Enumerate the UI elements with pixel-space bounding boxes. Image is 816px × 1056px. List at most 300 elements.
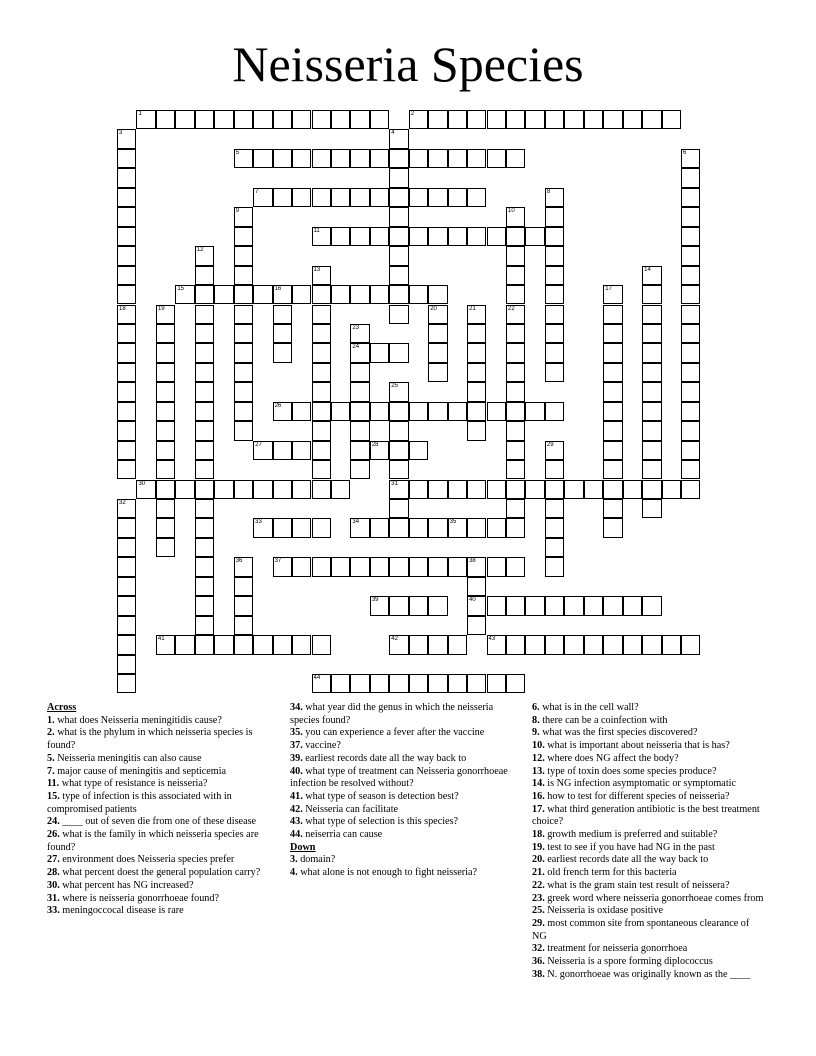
grid-cell[interactable]	[603, 635, 622, 654]
grid-cell[interactable]	[681, 305, 700, 324]
grid-cell[interactable]	[467, 363, 486, 382]
grid-cell[interactable]	[370, 402, 389, 421]
grid-cell[interactable]	[117, 538, 136, 557]
grid-cell[interactable]	[117, 402, 136, 421]
grid-cell[interactable]	[525, 480, 544, 499]
grid-cell[interactable]	[312, 382, 331, 401]
grid-cell[interactable]	[195, 402, 214, 421]
grid-cell[interactable]	[214, 480, 233, 499]
grid-cell[interactable]	[681, 382, 700, 401]
grid-cell[interactable]	[195, 441, 214, 460]
grid-cell[interactable]	[117, 616, 136, 635]
grid-cell[interactable]	[175, 480, 194, 499]
grid-cell[interactable]	[292, 149, 311, 168]
grid-cell[interactable]	[623, 480, 642, 499]
grid-cell[interactable]	[312, 674, 331, 693]
grid-cell[interactable]	[117, 207, 136, 226]
grid-cell[interactable]	[156, 363, 175, 382]
grid-cell[interactable]	[312, 518, 331, 537]
grid-cell[interactable]	[603, 460, 622, 479]
grid-cell[interactable]	[350, 188, 369, 207]
grid-cell[interactable]	[253, 285, 272, 304]
grid-cell[interactable]	[117, 577, 136, 596]
grid-cell[interactable]	[312, 363, 331, 382]
grid-cell[interactable]	[389, 129, 408, 148]
grid-cell[interactable]	[350, 382, 369, 401]
grid-cell[interactable]	[117, 655, 136, 674]
grid-cell[interactable]	[389, 266, 408, 285]
grid-cell[interactable]	[117, 441, 136, 460]
grid-cell[interactable]	[389, 480, 408, 499]
grid-cell[interactable]	[409, 596, 428, 615]
grid-cell[interactable]	[273, 557, 292, 576]
grid-cell[interactable]	[603, 305, 622, 324]
grid-cell[interactable]	[681, 324, 700, 343]
grid-cell[interactable]	[467, 382, 486, 401]
grid-cell[interactable]	[117, 305, 136, 324]
grid-cell[interactable]	[312, 343, 331, 362]
grid-cell[interactable]	[253, 635, 272, 654]
grid-cell[interactable]	[506, 227, 525, 246]
grid-cell[interactable]	[506, 246, 525, 265]
grid-cell[interactable]	[234, 577, 253, 596]
grid-cell[interactable]	[409, 110, 428, 129]
grid-cell[interactable]	[156, 402, 175, 421]
grid-cell[interactable]	[545, 635, 564, 654]
grid-cell[interactable]	[273, 324, 292, 343]
grid-cell[interactable]	[389, 557, 408, 576]
grid-cell[interactable]	[545, 402, 564, 421]
grid-cell[interactable]	[564, 635, 583, 654]
grid-cell[interactable]	[428, 596, 447, 615]
grid-cell[interactable]	[584, 480, 603, 499]
grid-cell[interactable]	[428, 635, 447, 654]
grid-cell[interactable]	[642, 110, 661, 129]
grid-cell[interactable]	[156, 305, 175, 324]
grid-cell[interactable]	[389, 149, 408, 168]
grid-cell[interactable]	[681, 285, 700, 304]
grid-cell[interactable]	[156, 441, 175, 460]
grid-cell[interactable]	[642, 421, 661, 440]
grid-cell[interactable]	[117, 635, 136, 654]
grid-cell[interactable]	[370, 149, 389, 168]
grid-cell[interactable]	[681, 343, 700, 362]
grid-cell[interactable]	[487, 557, 506, 576]
grid-cell[interactable]	[350, 363, 369, 382]
grid-cell[interactable]	[448, 674, 467, 693]
grid-cell[interactable]	[506, 557, 525, 576]
grid-cell[interactable]	[234, 110, 253, 129]
grid-cell[interactable]	[331, 557, 350, 576]
grid-cell[interactable]	[389, 168, 408, 187]
grid-cell[interactable]	[195, 577, 214, 596]
grid-cell[interactable]	[370, 557, 389, 576]
grid-cell[interactable]	[175, 110, 194, 129]
grid-cell[interactable]	[273, 343, 292, 362]
grid-cell[interactable]	[156, 421, 175, 440]
grid-cell[interactable]	[389, 402, 408, 421]
grid-cell[interactable]	[389, 305, 408, 324]
grid-cell[interactable]	[117, 499, 136, 518]
grid-cell[interactable]	[312, 402, 331, 421]
grid-cell[interactable]	[234, 616, 253, 635]
grid-cell[interactable]	[312, 305, 331, 324]
grid-cell[interactable]	[681, 266, 700, 285]
grid-cell[interactable]	[545, 324, 564, 343]
grid-cell[interactable]	[389, 441, 408, 460]
grid-cell[interactable]	[370, 110, 389, 129]
grid-cell[interactable]	[467, 518, 486, 537]
grid-cell[interactable]	[545, 460, 564, 479]
grid-cell[interactable]	[409, 188, 428, 207]
grid-cell[interactable]	[603, 518, 622, 537]
grid-cell[interactable]	[350, 149, 369, 168]
grid-cell[interactable]	[642, 480, 661, 499]
grid-cell[interactable]	[642, 382, 661, 401]
grid-cell[interactable]	[428, 324, 447, 343]
grid-cell[interactable]	[214, 285, 233, 304]
grid-cell[interactable]	[389, 674, 408, 693]
grid-cell[interactable]	[545, 266, 564, 285]
grid-cell[interactable]	[331, 110, 350, 129]
grid-cell[interactable]	[467, 110, 486, 129]
grid-cell[interactable]	[117, 188, 136, 207]
grid-cell[interactable]	[642, 499, 661, 518]
grid-cell[interactable]	[681, 441, 700, 460]
grid-cell[interactable]	[642, 324, 661, 343]
grid-cell[interactable]	[389, 343, 408, 362]
grid-cell[interactable]	[467, 557, 486, 576]
grid-cell[interactable]	[292, 441, 311, 460]
grid-cell[interactable]	[681, 635, 700, 654]
grid-cell[interactable]	[253, 518, 272, 537]
grid-cell[interactable]	[234, 227, 253, 246]
grid-cell[interactable]	[545, 363, 564, 382]
grid-cell[interactable]	[409, 674, 428, 693]
grid-cell[interactable]	[545, 538, 564, 557]
grid-cell[interactable]	[545, 305, 564, 324]
grid-cell[interactable]	[642, 305, 661, 324]
grid-cell[interactable]	[312, 188, 331, 207]
grid-cell[interactable]	[428, 188, 447, 207]
grid-cell[interactable]	[642, 266, 661, 285]
grid-cell[interactable]	[389, 207, 408, 226]
grid-cell[interactable]	[350, 460, 369, 479]
grid-cell[interactable]	[642, 460, 661, 479]
grid-cell[interactable]	[195, 499, 214, 518]
grid-cell[interactable]	[642, 402, 661, 421]
grid-cell[interactable]	[448, 518, 467, 537]
grid-cell[interactable]	[195, 266, 214, 285]
grid-cell[interactable]	[506, 460, 525, 479]
grid-cell[interactable]	[545, 246, 564, 265]
grid-cell[interactable]	[487, 518, 506, 537]
grid-cell[interactable]	[234, 557, 253, 576]
grid-cell[interactable]	[428, 557, 447, 576]
grid-cell[interactable]	[603, 441, 622, 460]
grid-cell[interactable]	[428, 149, 447, 168]
grid-cell[interactable]	[681, 227, 700, 246]
grid-cell[interactable]	[409, 227, 428, 246]
grid-cell[interactable]	[428, 343, 447, 362]
grid-cell[interactable]	[428, 110, 447, 129]
grid-cell[interactable]	[409, 480, 428, 499]
grid-cell[interactable]	[506, 343, 525, 362]
grid-cell[interactable]	[506, 596, 525, 615]
grid-cell[interactable]	[448, 188, 467, 207]
grid-cell[interactable]	[350, 285, 369, 304]
grid-cell[interactable]	[467, 227, 486, 246]
grid-cell[interactable]	[681, 149, 700, 168]
grid-cell[interactable]	[292, 188, 311, 207]
grid-cell[interactable]	[214, 635, 233, 654]
grid-cell[interactable]	[117, 557, 136, 576]
grid-cell[interactable]	[312, 635, 331, 654]
grid-cell[interactable]	[195, 460, 214, 479]
grid-cell[interactable]	[506, 441, 525, 460]
grid-cell[interactable]	[623, 635, 642, 654]
grid-cell[interactable]	[156, 110, 175, 129]
grid-cell[interactable]	[681, 363, 700, 382]
grid-cell[interactable]	[195, 246, 214, 265]
grid-cell[interactable]	[234, 343, 253, 362]
grid-cell[interactable]	[467, 402, 486, 421]
grid-cell[interactable]	[370, 227, 389, 246]
grid-cell[interactable]	[428, 480, 447, 499]
grid-cell[interactable]	[331, 188, 350, 207]
grid-cell[interactable]	[331, 285, 350, 304]
grid-cell[interactable]	[195, 305, 214, 324]
grid-cell[interactable]	[175, 285, 194, 304]
grid-cell[interactable]	[292, 110, 311, 129]
grid-cell[interactable]	[506, 285, 525, 304]
grid-cell[interactable]	[195, 635, 214, 654]
grid-cell[interactable]	[156, 635, 175, 654]
grid-cell[interactable]	[253, 480, 272, 499]
grid-cell[interactable]	[506, 635, 525, 654]
grid-cell[interactable]	[389, 285, 408, 304]
grid-cell[interactable]	[350, 227, 369, 246]
grid-cell[interactable]	[350, 343, 369, 362]
grid-cell[interactable]	[681, 246, 700, 265]
grid-cell[interactable]	[564, 596, 583, 615]
grid-cell[interactable]	[273, 402, 292, 421]
grid-cell[interactable]	[564, 480, 583, 499]
grid-cell[interactable]	[195, 557, 214, 576]
grid-cell[interactable]	[389, 635, 408, 654]
grid-cell[interactable]	[156, 538, 175, 557]
grid-cell[interactable]	[234, 246, 253, 265]
grid-cell[interactable]	[136, 110, 155, 129]
grid-cell[interactable]	[681, 188, 700, 207]
grid-cell[interactable]	[331, 674, 350, 693]
grid-cell[interactable]	[603, 363, 622, 382]
grid-cell[interactable]	[662, 110, 681, 129]
grid-cell[interactable]	[117, 246, 136, 265]
grid-cell[interactable]	[253, 110, 272, 129]
grid-cell[interactable]	[545, 227, 564, 246]
grid-cell[interactable]	[642, 635, 661, 654]
grid-cell[interactable]	[195, 421, 214, 440]
grid-cell[interactable]	[156, 343, 175, 362]
grid-cell[interactable]	[117, 168, 136, 187]
grid-cell[interactable]	[117, 149, 136, 168]
grid-cell[interactable]	[389, 382, 408, 401]
grid-cell[interactable]	[448, 149, 467, 168]
grid-cell[interactable]	[603, 324, 622, 343]
grid-cell[interactable]	[662, 480, 681, 499]
grid-cell[interactable]	[506, 674, 525, 693]
grid-cell[interactable]	[234, 324, 253, 343]
grid-cell[interactable]	[389, 596, 408, 615]
grid-cell[interactable]	[389, 421, 408, 440]
grid-cell[interactable]	[545, 188, 564, 207]
grid-cell[interactable]	[642, 596, 661, 615]
grid-cell[interactable]	[195, 616, 214, 635]
grid-cell[interactable]	[117, 518, 136, 537]
grid-cell[interactable]	[467, 480, 486, 499]
grid-cell[interactable]	[545, 441, 564, 460]
grid-cell[interactable]	[273, 441, 292, 460]
grid-cell[interactable]	[117, 460, 136, 479]
grid-cell[interactable]	[273, 149, 292, 168]
grid-cell[interactable]	[312, 421, 331, 440]
grid-cell[interactable]	[409, 441, 428, 460]
grid-cell[interactable]	[195, 596, 214, 615]
grid-cell[interactable]	[234, 305, 253, 324]
grid-cell[interactable]	[545, 480, 564, 499]
grid-cell[interactable]	[234, 266, 253, 285]
grid-cell[interactable]	[292, 402, 311, 421]
grid-cell[interactable]	[603, 110, 622, 129]
grid-cell[interactable]	[545, 499, 564, 518]
grid-cell[interactable]	[467, 674, 486, 693]
grid-cell[interactable]	[156, 460, 175, 479]
grid-cell[interactable]	[467, 577, 486, 596]
grid-cell[interactable]	[428, 518, 447, 537]
grid-cell[interactable]	[136, 480, 155, 499]
grid-cell[interactable]	[117, 227, 136, 246]
grid-cell[interactable]	[428, 285, 447, 304]
grid-cell[interactable]	[195, 363, 214, 382]
grid-cell[interactable]	[506, 305, 525, 324]
grid-cell[interactable]	[292, 285, 311, 304]
grid-cell[interactable]	[584, 110, 603, 129]
grid-cell[interactable]	[370, 441, 389, 460]
grid-cell[interactable]	[409, 518, 428, 537]
grid-cell[interactable]	[312, 227, 331, 246]
grid-cell[interactable]	[467, 421, 486, 440]
grid-cell[interactable]	[487, 402, 506, 421]
grid-cell[interactable]	[195, 343, 214, 362]
grid-cell[interactable]	[506, 324, 525, 343]
grid-cell[interactable]	[370, 343, 389, 362]
grid-cell[interactable]	[312, 324, 331, 343]
grid-cell[interactable]	[117, 421, 136, 440]
grid-cell[interactable]	[506, 518, 525, 537]
grid-cell[interactable]	[117, 382, 136, 401]
grid-cell[interactable]	[195, 518, 214, 537]
grid-cell[interactable]	[389, 499, 408, 518]
grid-cell[interactable]	[195, 538, 214, 557]
grid-cell[interactable]	[234, 480, 253, 499]
grid-cell[interactable]	[642, 441, 661, 460]
grid-cell[interactable]	[156, 518, 175, 537]
grid-cell[interactable]	[623, 110, 642, 129]
grid-cell[interactable]	[428, 305, 447, 324]
grid-cell[interactable]	[603, 402, 622, 421]
grid-cell[interactable]	[467, 305, 486, 324]
grid-cell[interactable]	[506, 149, 525, 168]
grid-cell[interactable]	[234, 635, 253, 654]
grid-cell[interactable]	[506, 402, 525, 421]
grid-cell[interactable]	[273, 635, 292, 654]
grid-cell[interactable]	[506, 480, 525, 499]
grid-cell[interactable]	[234, 207, 253, 226]
grid-cell[interactable]	[487, 110, 506, 129]
grid-cell[interactable]	[487, 149, 506, 168]
grid-cell[interactable]	[506, 499, 525, 518]
grid-cell[interactable]	[487, 635, 506, 654]
grid-cell[interactable]	[428, 227, 447, 246]
grid-cell[interactable]	[234, 285, 253, 304]
grid-cell[interactable]	[273, 110, 292, 129]
grid-cell[interactable]	[525, 596, 544, 615]
grid-cell[interactable]	[292, 557, 311, 576]
grid-cell[interactable]	[467, 324, 486, 343]
grid-cell[interactable]	[603, 499, 622, 518]
grid-cell[interactable]	[195, 285, 214, 304]
grid-cell[interactable]	[195, 110, 214, 129]
grid-cell[interactable]	[487, 596, 506, 615]
grid-cell[interactable]	[467, 188, 486, 207]
grid-cell[interactable]	[681, 168, 700, 187]
grid-cell[interactable]	[564, 110, 583, 129]
grid-cell[interactable]	[370, 518, 389, 537]
grid-cell[interactable]	[312, 480, 331, 499]
grid-cell[interactable]	[117, 129, 136, 148]
grid-cell[interactable]	[273, 518, 292, 537]
grid-cell[interactable]	[253, 441, 272, 460]
grid-cell[interactable]	[409, 635, 428, 654]
grid-cell[interactable]	[234, 421, 253, 440]
grid-cell[interactable]	[409, 402, 428, 421]
grid-cell[interactable]	[370, 188, 389, 207]
grid-cell[interactable]	[428, 363, 447, 382]
grid-cell[interactable]	[681, 460, 700, 479]
grid-cell[interactable]	[389, 246, 408, 265]
grid-cell[interactable]	[156, 480, 175, 499]
grid-cell[interactable]	[448, 227, 467, 246]
grid-cell[interactable]	[273, 480, 292, 499]
grid-cell[interactable]	[370, 285, 389, 304]
grid-cell[interactable]	[156, 382, 175, 401]
grid-cell[interactable]	[545, 285, 564, 304]
grid-cell[interactable]	[448, 635, 467, 654]
grid-cell[interactable]	[389, 227, 408, 246]
grid-cell[interactable]	[331, 227, 350, 246]
grid-cell[interactable]	[506, 110, 525, 129]
grid-cell[interactable]	[448, 557, 467, 576]
grid-cell[interactable]	[117, 674, 136, 693]
grid-cell[interactable]	[584, 635, 603, 654]
grid-cell[interactable]	[214, 110, 233, 129]
grid-cell[interactable]	[312, 460, 331, 479]
grid-cell[interactable]	[623, 596, 642, 615]
grid-cell[interactable]	[156, 324, 175, 343]
grid-cell[interactable]	[467, 596, 486, 615]
grid-cell[interactable]	[525, 227, 544, 246]
